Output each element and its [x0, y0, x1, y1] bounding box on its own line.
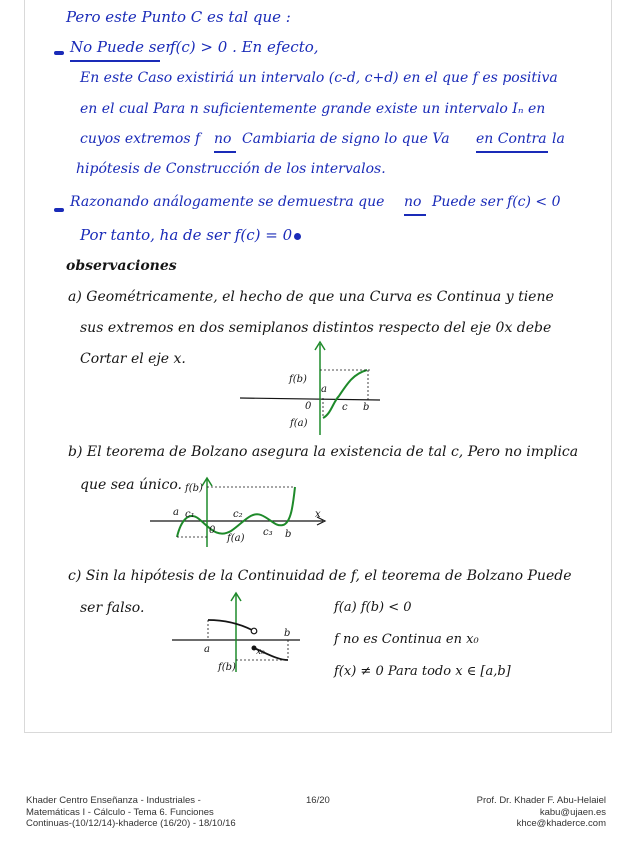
- end-dot: [294, 233, 301, 240]
- graph-c-open-point: [251, 628, 257, 634]
- footer-email-2: khce@khaderce.com: [516, 818, 606, 829]
- graph-b: [145, 475, 335, 555]
- proof-line-5e: la: [552, 131, 565, 147]
- underline-en-contra: [476, 151, 548, 153]
- graph-b-label-c1: c₁: [185, 509, 195, 520]
- bullet-1: [54, 51, 64, 55]
- proof-line-7a: Razonando análogamente se demuestra que: [70, 194, 385, 210]
- graph-b-label-zero: 0: [209, 525, 216, 536]
- proof-line-5c: Cambiaria de signo lo que Va: [242, 131, 450, 147]
- footer-left-line-1: Khader Centro Enseñanza - Industriales -: [26, 795, 201, 806]
- graph-c-label-x0: x₀: [256, 647, 265, 657]
- proof-line-1: Pero este Punto C es tal que :: [66, 8, 291, 26]
- proof-line-6: hipótesis de Construcción de los intervalos.: [76, 161, 386, 177]
- graph-c-left-branch: [208, 620, 252, 630]
- footer-page-number: 16/20: [306, 795, 330, 806]
- graph-a-label-b: b: [363, 402, 370, 413]
- graph-a-label-a: a: [321, 384, 327, 395]
- footer-left-line-3: Continuas-(10/12/14)-khaderce (16/20) - 18/10/16: [26, 818, 236, 829]
- graph-b-label-a: a: [173, 507, 179, 518]
- graph-a: [235, 340, 385, 440]
- footer-email-1: kabu@ujaen.es: [539, 806, 606, 818]
- observations-title: observaciones: [66, 258, 177, 274]
- obs-b-line-2: que sea único.: [80, 477, 182, 493]
- bullet-2: [54, 208, 64, 212]
- proof-line-2b: f(c) > 0 . En efecto,: [170, 38, 319, 56]
- graph-c: [168, 590, 308, 675]
- proof-line-4: en el cual Para n suficientemente grande existe un intervalo Iₙ en: [80, 101, 546, 117]
- underline-no-puede: [70, 60, 160, 62]
- graph-b-label-b: b: [285, 529, 292, 540]
- graph-c-label-b: b: [284, 628, 291, 639]
- proof-line-2a: No Puede ser: [70, 38, 173, 56]
- proof-line-5a: cuyos extremos f: [80, 131, 201, 147]
- graph-b-label-c2: c₂: [233, 509, 243, 520]
- obs-c-line-1: c) Sin la hipótesis de la Continuidad de f, el teorema de Bolzano Puede: [68, 568, 572, 584]
- footer-left-line-2: Matemáticas I - Cálculo - Tema 6. Funciones: [26, 806, 214, 818]
- underline-no: [214, 151, 236, 153]
- graph-a-label-zero: 0: [305, 401, 312, 412]
- footer-right: [477, 795, 606, 830]
- obs-c-condition-3: f(x) ≠ 0 Para todo x ∈ [a,b]: [334, 664, 511, 679]
- proof-line-5b: no: [214, 131, 232, 147]
- obs-a-line-2: sus extremos en dos semiplanos distintos respecto del eje 0x debe: [80, 320, 552, 336]
- graph-c-label-a: a: [204, 644, 210, 655]
- graph-a-x-axis: [240, 398, 380, 400]
- proof-line-7b: no: [404, 194, 422, 210]
- underline-no-2: [404, 214, 426, 216]
- footer-left: [26, 795, 236, 830]
- proof-line-3: En este Caso existiriá un intervalo (c-d, c+d) en el que f es positiva: [80, 70, 558, 86]
- proof-line-8: [80, 226, 301, 244]
- graph-a-label-fa: f(a): [290, 418, 308, 429]
- obs-c-condition-2: f no es Continua en x₀: [334, 632, 479, 647]
- footer-author: Prof. Dr. Khader F. Abu-Helaiel: [476, 795, 606, 806]
- graph-a-label-fb: f(b): [289, 374, 307, 385]
- conclusion-text: Por tanto, ha de ser f(c) = 0: [80, 226, 293, 244]
- graph-c-label-fb: f(b): [218, 662, 236, 673]
- obs-c-line-2: ser falso.: [80, 600, 145, 616]
- proof-line-7c: Puede ser f(c) < 0: [432, 194, 561, 210]
- obs-a-line-1: a) Geométricamente, el hecho de que una Curva es Continua y tiene: [68, 289, 554, 305]
- obs-b-line-1: b) El teorema de Bolzano asegura la existencia de tal c, Pero no implica: [68, 444, 579, 460]
- graph-b-label-fa: f(a): [227, 533, 245, 544]
- graph-b-label-c3: c₃: [263, 527, 273, 538]
- graph-a-label-c: c: [342, 402, 348, 413]
- graph-b-label-x: x: [315, 509, 321, 520]
- obs-a-line-3: Cortar el eje x.: [80, 351, 186, 367]
- obs-c-condition-1: f(a) f(b) < 0: [334, 600, 412, 615]
- graph-b-label-fb: f(b): [185, 483, 203, 494]
- proof-line-5d: en Contra: [476, 131, 547, 147]
